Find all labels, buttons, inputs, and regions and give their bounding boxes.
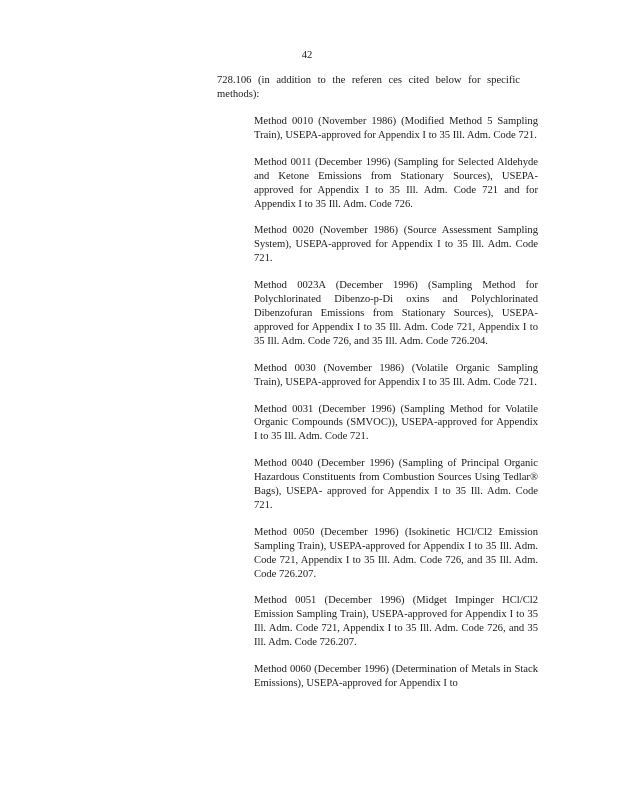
method-list — [254, 115, 538, 704]
page-number: 42 — [301, 50, 313, 61]
method-entry: Method 0030 (November 1986) (Volatile Organic Sampling Train), USEPA-approved for Appendix I to 35 Ill. Adm. Code 721. — [254, 362, 538, 388]
method-entry: Method 0023A (December 1996) (Sampling Method for Polychlorinated Dibenzo-p-Di oxins and Polychlorinated Dibenzofuran Emissions from Stationary Sources), USEPA-approved for Appendix I to 35 Ill. Adm. Code 721, Appendix I to 35 Ill. Adm. Code 726, and 35 Ill. Adm. Code 726.204. — [254, 280, 538, 347]
method-entry: Method 0051 (December 1996) (Midget Impinger HCl/Cl2 Emission Sampling Train), USEPA-approved for Appendix I to 35 Ill. Adm. Code 721, Appendix I to 35 Ill. Adm. Code 726, and 35 Ill. Adm. Code 726.207. — [254, 595, 538, 649]
method-entry: Method 0020 (November 1986) (Source Assessment Sampling System), USEPA-approved for Appendix I to 35 Ill. Adm. Code 721. — [254, 225, 538, 265]
method-entry: Method 0031 (December 1996) (Sampling Method for Volatile Organic Compounds (SMVOC)), USEPA-approved for Appendix I to 35 Ill. Adm. Code 721. — [254, 403, 538, 443]
method-entry: Method 0010 (November 1986) (Modified Method 5 Sampling Train), USEPA-approved for Appendix I to 35 Ill. Adm. Code 721. — [254, 116, 538, 141]
method-entry: Method 0050 (December 1996) (Isokinetic HCl/Cl2 Emission Sampling Train), USEPA-approved for Appendix I to 35 Ill. Adm. Code 721, Appendix I to 35 Ill. Adm. Code 726, and 35 Ill. Adm. Code 726.207. — [254, 526, 538, 580]
method-entry: Method 0011 (December 1996) (Sampling for Selected Aldehyde and Ketone Emissions from Stationary Sources), USEPA-approved for Appendix I to 35 Ill. Adm. Code 721 and for Appendix I to 35 Ill. Adm. Code 726. — [254, 156, 538, 210]
section-intro: 728.106 (in addition to the referen ces cited below for specific methods): — [217, 75, 520, 100]
method-entry: Method 0040 (December 1996) (Sampling of Principal Organic Hazardous Constituents from Combustion Sources Using Tedlar® Bags), USEPA- approved for Appendix I to 35 Ill. Adm. Code 721. — [254, 458, 538, 511]
method-entry: Method 0060 (December 1996) (Determination of Metals in Stack Emissions), USEPA-approved for Appendix I to — [254, 664, 538, 689]
